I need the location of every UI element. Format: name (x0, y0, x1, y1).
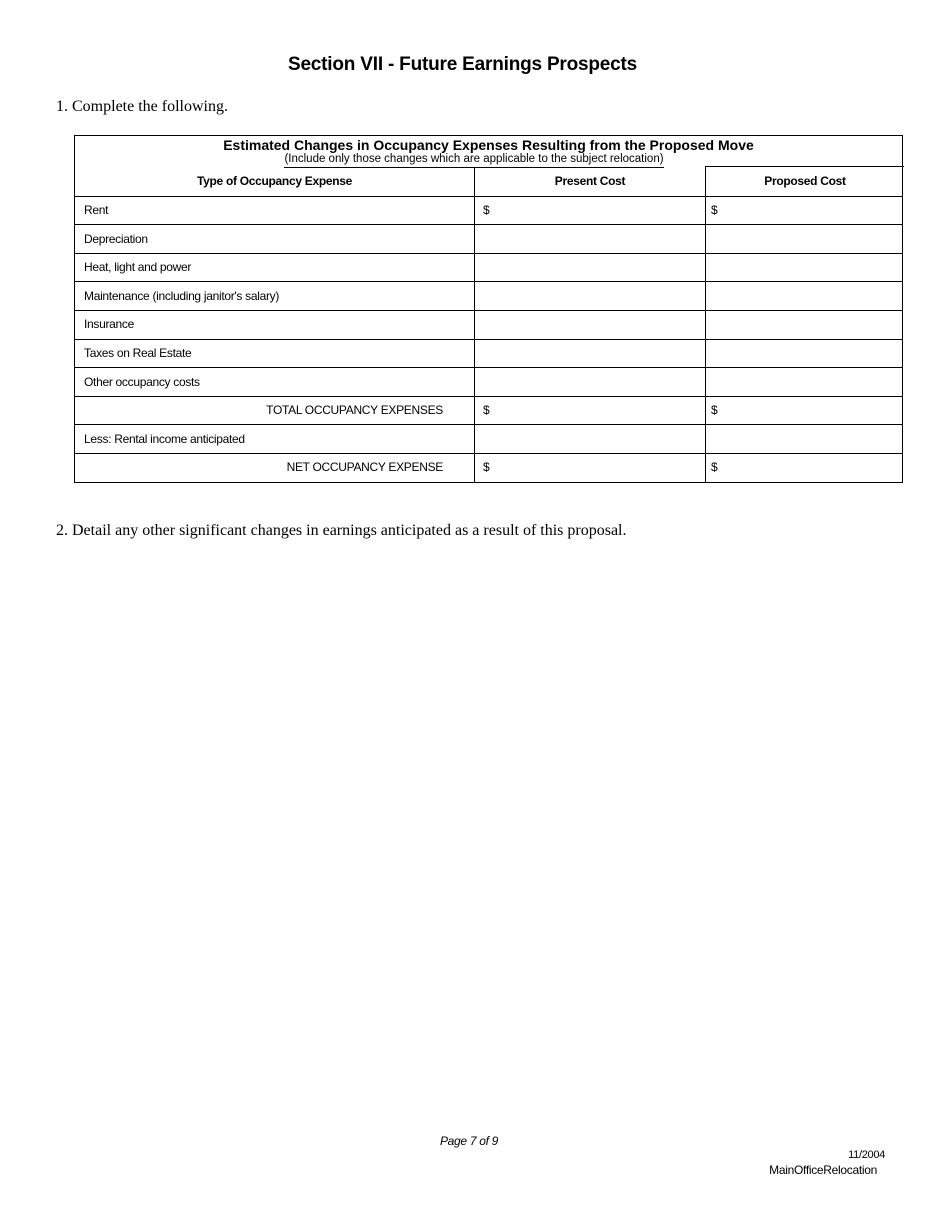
table-row (75, 368, 902, 397)
table-row (75, 310, 902, 339)
proposed-cost-cell[interactable]: $ (711, 403, 718, 418)
question-1-text: 1. Complete the following. (56, 98, 228, 115)
proposed-cost-cell[interactable]: $ (711, 460, 718, 475)
occupancy-expenses-table (74, 135, 903, 483)
expense-type-cell: Taxes on Real Estate (84, 346, 192, 360)
table-title: Estimated Changes in Occupancy Expenses Resulting from the Proposed Move (223, 137, 754, 153)
expense-type-cell: Depreciation (84, 231, 148, 246)
table-row (75, 282, 902, 311)
table-row (75, 253, 902, 282)
table-row (75, 453, 902, 482)
table-row (75, 339, 902, 368)
table-subtitle: (Include only those changes which are applicable to the subject relocation) (284, 153, 664, 168)
expense-type-cell: TOTAL OCCUPANCY EXPENSES (266, 403, 443, 418)
table-row (75, 396, 902, 425)
present-cost-cell[interactable]: $ (483, 460, 490, 475)
header-present-cost: Present Cost (554, 174, 626, 188)
header-proposed-cost: Proposed Cost (764, 174, 846, 188)
table-row (75, 225, 902, 254)
expense-type-cell: Less: Rental income anticipated (84, 431, 245, 446)
present-cost-cell[interactable]: $ (483, 403, 490, 418)
present-cost-cell[interactable]: $ (483, 203, 490, 217)
form-date: 11/2004 (848, 1149, 885, 1161)
section-title: Section VII - Future Earnings Prospects (287, 54, 638, 75)
expense-type-cell: Maintenance (including janitor's salary) (84, 288, 280, 303)
question-2-text: 2. Detail any other significant changes in earnings anticipated as a result of this proposal. (56, 522, 627, 539)
page-number: Page 7 of 9 (439, 1134, 499, 1148)
expense-type-cell: Rent (84, 203, 109, 217)
table-row (75, 425, 902, 454)
header-expense-type: Type of Occupancy Expense (197, 174, 352, 188)
table-caption (75, 136, 902, 167)
expense-type-cell: Other occupancy costs (84, 374, 200, 389)
expense-type-cell: NET OCCUPANCY EXPENSE (286, 460, 443, 475)
form-name: MainOfficeRelocation (769, 1163, 877, 1177)
table-row (75, 196, 902, 225)
expense-type-cell: Heat, light and power (84, 260, 192, 275)
proposed-cost-cell[interactable]: $ (711, 203, 718, 217)
expense-type-cell: Insurance (84, 317, 134, 332)
